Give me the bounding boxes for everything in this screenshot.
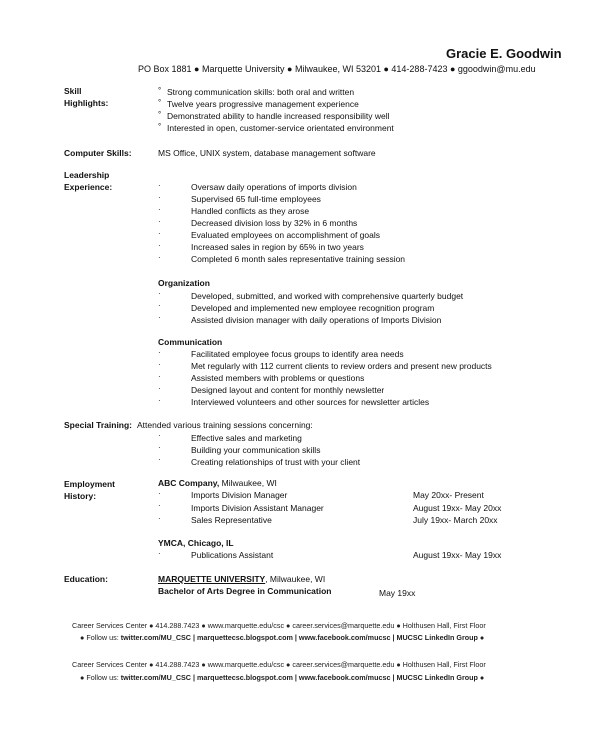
list-item: Oversaw daily operations of imports division <box>191 182 357 192</box>
organization-heading: Organization <box>158 278 210 288</box>
bullet-icon: · <box>158 431 161 440</box>
company-1-name: ABC Company, <box>158 478 220 488</box>
list-item: Assisted division manager with daily operations of Imports Division <box>191 315 442 325</box>
communication-heading: Communication <box>158 337 223 347</box>
bullet-icon: · <box>158 205 161 214</box>
bullet-icon: ° <box>158 86 162 95</box>
bullet-icon: · <box>158 289 161 298</box>
footer-contact-line: Career Services Center ● 414.288.7423 ● www.marquette.edu/csc ● career.services@marquette.edu ● Holthusen Hall, First Floor <box>72 621 486 630</box>
bullet-icon: · <box>158 253 161 262</box>
bullet-icon: · <box>158 549 161 558</box>
list-item: Effective sales and marketing <box>191 433 302 443</box>
social-links[interactable]: twitter.com/MU_CSC | marquettecsc.blogspot.com | www.facebook.com/mucsc | MUCSC LinkedIn Group ● <box>120 673 485 682</box>
list-item: Creating relationships of trust with your client <box>191 457 361 467</box>
leadership-label-line2: Experience: <box>64 182 113 192</box>
list-item: Evaluated employees on accomplishment of goals <box>191 230 380 240</box>
school-location: , Milwaukee, WI <box>265 574 326 584</box>
skills-label-line1: Skill <box>64 86 82 96</box>
bullet-icon: · <box>158 514 161 523</box>
list-item: Twelve years progressive management experience <box>167 99 359 109</box>
resume-name: Gracie E. Goodwin <box>446 46 562 61</box>
education-label: Education: <box>64 574 108 584</box>
job-dates: May 20xx- Present <box>413 490 484 500</box>
job-title: Imports Division Assistant Manager <box>191 503 324 513</box>
company-1 <box>158 478 277 488</box>
list-item: Increased sales in region by 65% in two years <box>191 242 364 252</box>
bullet-icon: ° <box>158 98 162 107</box>
list-item: Interested in open, customer-service orientated environment <box>167 123 394 133</box>
list-item: Developed, submitted, and worked with comprehensive quarterly budget <box>191 291 464 301</box>
bullet-icon: ° <box>158 110 162 119</box>
list-item: Supervised 65 full-time employees <box>191 194 321 204</box>
job-dates: July 19xx- March 20xx <box>413 515 498 525</box>
job-dates: August 19xx- May 20xx <box>413 503 502 513</box>
bullet-icon: · <box>158 193 161 202</box>
bullet-icon: ° <box>158 122 162 131</box>
list-item: Demonstrated ability to handle increased responsibility well <box>167 111 390 121</box>
bullet-icon: · <box>158 217 161 226</box>
employment-label-line1: Employment <box>64 479 116 489</box>
bullet-icon: · <box>158 455 161 464</box>
footer-follow-line <box>80 673 484 682</box>
degree: Bachelor of Arts Degree in Communication <box>158 586 332 596</box>
job-title: Imports Division Manager <box>191 490 288 500</box>
company-2-name: YMCA, Chicago, IL <box>158 538 234 548</box>
training-intro: Attended various training sessions concerning: <box>137 420 313 430</box>
bullet-icon: · <box>158 360 161 369</box>
footer-contact-line: Career Services Center ● 414.288.7423 ● www.marquette.edu/csc ● career.services@marquette.edu ● Holthusen Hall, First Floor <box>72 660 486 669</box>
school-name: MARQUETTE UNIVERSITY <box>158 574 266 584</box>
bullet-icon: · <box>158 241 161 250</box>
follow-label: ● Follow us: <box>80 633 121 642</box>
list-item: Strong communication skills: both oral and written <box>167 87 355 97</box>
bullet-icon: · <box>158 501 161 510</box>
job-dates: August 19xx- May 19xx <box>413 550 502 560</box>
bullet-icon: · <box>158 489 161 498</box>
follow-label: ● Follow us: <box>80 673 121 682</box>
bullet-icon: · <box>158 229 161 238</box>
list-item: Designed layout and content for monthly newsletter <box>191 385 385 395</box>
list-item: Facilitated employee focus groups to identify area needs <box>191 349 404 359</box>
training-label: Special Training: <box>64 420 133 430</box>
bullet-icon: · <box>158 443 161 452</box>
footer-follow-line <box>80 633 484 642</box>
bullet-icon: · <box>158 348 161 357</box>
leadership-label-line1: Leadership <box>64 170 110 180</box>
list-item: Decreased division loss by 32% in 6 months <box>191 218 358 228</box>
bullet-icon: · <box>158 372 161 381</box>
social-links[interactable]: twitter.com/MU_CSC | marquettecsc.blogspot.com | www.facebook.com/mucsc | MUCSC LinkedIn Group ● <box>120 633 485 642</box>
list-item: Developed and implemented new employee recognition program <box>191 303 435 313</box>
bullet-icon: · <box>158 313 161 322</box>
company-1-location: Milwaukee, WI <box>219 478 277 488</box>
bullet-icon: · <box>158 396 161 405</box>
degree-date: May 19xx <box>379 588 416 598</box>
contact-line: PO Box 1881 ● Marquette University ● Milwaukee, WI 53201 ● 414-288-7423 ● ggoodwin@mu.edu <box>138 64 536 74</box>
computer-skills-label: Computer Skills: <box>64 148 132 158</box>
list-item: Completed 6 month sales representative training session <box>191 254 406 264</box>
job-title: Publications Assistant <box>191 550 274 560</box>
bullet-icon: · <box>158 301 161 310</box>
bullet-icon: · <box>158 181 161 190</box>
computer-skills-text: MS Office, UNIX system, database management software <box>158 148 376 158</box>
school <box>158 574 325 584</box>
skills-label-line2: Highlights: <box>64 98 109 108</box>
list-item: Assisted members with problems or questions <box>191 373 365 383</box>
list-item: Building your communication skills <box>191 445 321 455</box>
list-item: Interviewed volunteers and other sources for newsletter articles <box>191 397 430 407</box>
employment-label-line2: History: <box>64 491 97 501</box>
list-item: Met regularly with 112 current clients to review orders and present new products <box>191 361 492 371</box>
bullet-icon: · <box>158 384 161 393</box>
job-title: Sales Representative <box>191 515 272 525</box>
list-item: Handled conflicts as they arose <box>191 206 310 216</box>
